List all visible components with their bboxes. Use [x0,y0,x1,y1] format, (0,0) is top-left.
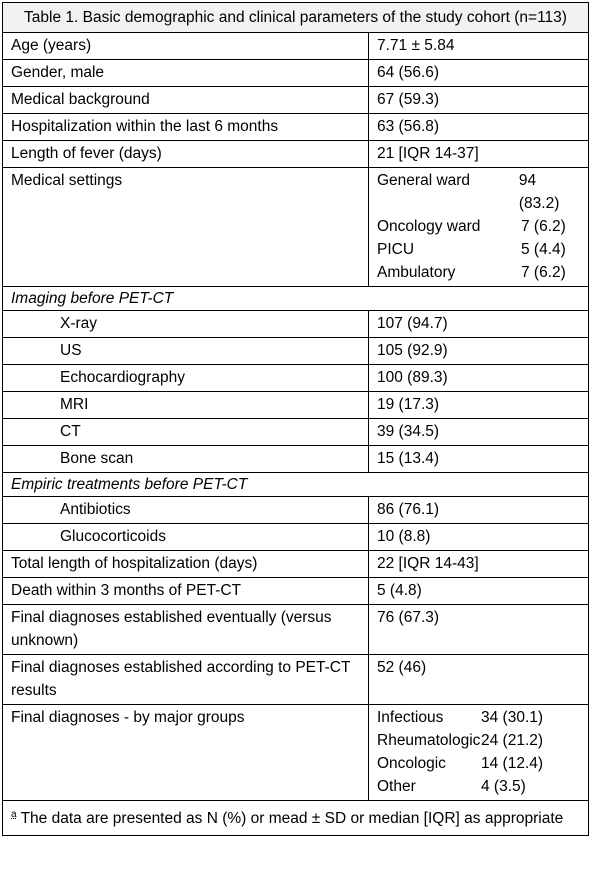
row-value: 107 (94.7) [369,311,589,338]
final-groups-row [3,705,589,801]
row-label: Final diagnoses established eventually (versus unknown) [3,605,369,655]
row-label: X-ray [3,311,369,338]
table-row [3,114,589,141]
list-item [377,215,580,238]
list-item [377,238,580,261]
section-header-imaging: Imaging before PET-CT [3,287,589,311]
row-value: 67 (59.3) [369,87,589,114]
row-value: 7.71 ± 5.84 [369,33,589,60]
group-value: 34 (30.1) [481,709,544,726]
setting-name: PICU [377,241,415,258]
table-row [3,87,589,114]
medical-settings-list [369,168,589,287]
group-name: Infectious [377,709,444,726]
list-item [377,729,580,752]
group-name: Oncologic [377,755,446,772]
setting-value: 94 (83.2) [518,172,560,212]
row-value: 52 (46) [369,655,589,705]
table-row [3,551,589,578]
group-name: Other [377,778,416,795]
table-row [3,524,589,551]
list-item [377,261,580,284]
list-item [377,775,580,798]
row-value: 5 (4.8) [369,578,589,605]
row-value: 63 (56.8) [369,114,589,141]
setting-value: 7 (6.2) [521,264,566,281]
table-row [3,655,589,705]
row-value: 64 (56.6) [369,60,589,87]
table-row [3,338,589,365]
setting-value: 5 (4.4) [521,241,566,258]
list-item [377,169,580,215]
row-label: Final diagnoses established according to PET-CT results [3,655,369,705]
group-value: 14 (12.4) [481,755,544,772]
table-title: Table 1. Basic demographic and clinical parameters of the study cohort (n=113) [3,3,589,33]
row-value: 22 [IQR 14-43] [369,551,589,578]
row-value: 100 (89.3) [369,365,589,392]
row-label: Gender, male [3,60,369,87]
section-row [3,473,589,497]
row-label: Hospitalization within the last 6 months [3,114,369,141]
row-label: Total length of hospitalization (days) [3,551,369,578]
row-label: US [3,338,369,365]
section-header-empiric: Empiric treatments before PET-CT [3,473,589,497]
list-item [377,752,580,775]
cohort-table [2,2,589,836]
row-label: Echocardiography [3,365,369,392]
footnote-mark: a [11,809,17,820]
setting-name: Ambulatory [377,264,456,281]
table-row [3,365,589,392]
table-row [3,578,589,605]
row-label: Length of fever (days) [3,141,369,168]
footnote-text: The data are presented as N (%) or mead ± SD or median [IQR] as appropriate [20,810,564,828]
row-value: 105 (92.9) [369,338,589,365]
row-label: Death within 3 months of PET-CT [3,578,369,605]
row-label: CT [3,419,369,446]
row-value: 15 (13.4) [369,446,589,473]
row-value: 39 (34.5) [369,419,589,446]
medical-settings-row [3,168,589,287]
table-row [3,392,589,419]
table-row [3,33,589,60]
setting-name: General ward [377,172,471,189]
row-label: Glucocorticoids [3,524,369,551]
list-item [377,706,580,729]
row-label: Age (years) [3,33,369,60]
table-row [3,419,589,446]
setting-value: 7 (6.2) [521,218,566,235]
table-row [3,605,589,655]
table-row [3,497,589,524]
row-value: 21 [IQR 14-37] [369,141,589,168]
row-value: 19 (17.3) [369,392,589,419]
row-label: Antibiotics [3,497,369,524]
table-title-row [3,3,589,33]
group-value: 24 (21.2) [481,732,544,749]
section-row [3,287,589,311]
footnote [3,801,589,836]
row-value: 86 (76.1) [369,497,589,524]
setting-name: Oncology ward [377,218,481,235]
group-name: Rheumatologic [377,732,481,749]
table-row [3,446,589,473]
row-label: MRI [3,392,369,419]
table-row [3,311,589,338]
row-label: Bone scan [3,446,369,473]
row-label: Final diagnoses - by major groups [3,705,369,801]
table-row [3,141,589,168]
row-label: Medical background [3,87,369,114]
table-row [3,60,589,87]
final-groups-list [369,705,589,801]
row-value: 10 (8.8) [369,524,589,551]
footnote-row [3,801,589,836]
row-label: Medical settings [3,168,369,287]
group-value: 4 (3.5) [481,778,526,795]
row-value: 76 (67.3) [369,605,589,655]
